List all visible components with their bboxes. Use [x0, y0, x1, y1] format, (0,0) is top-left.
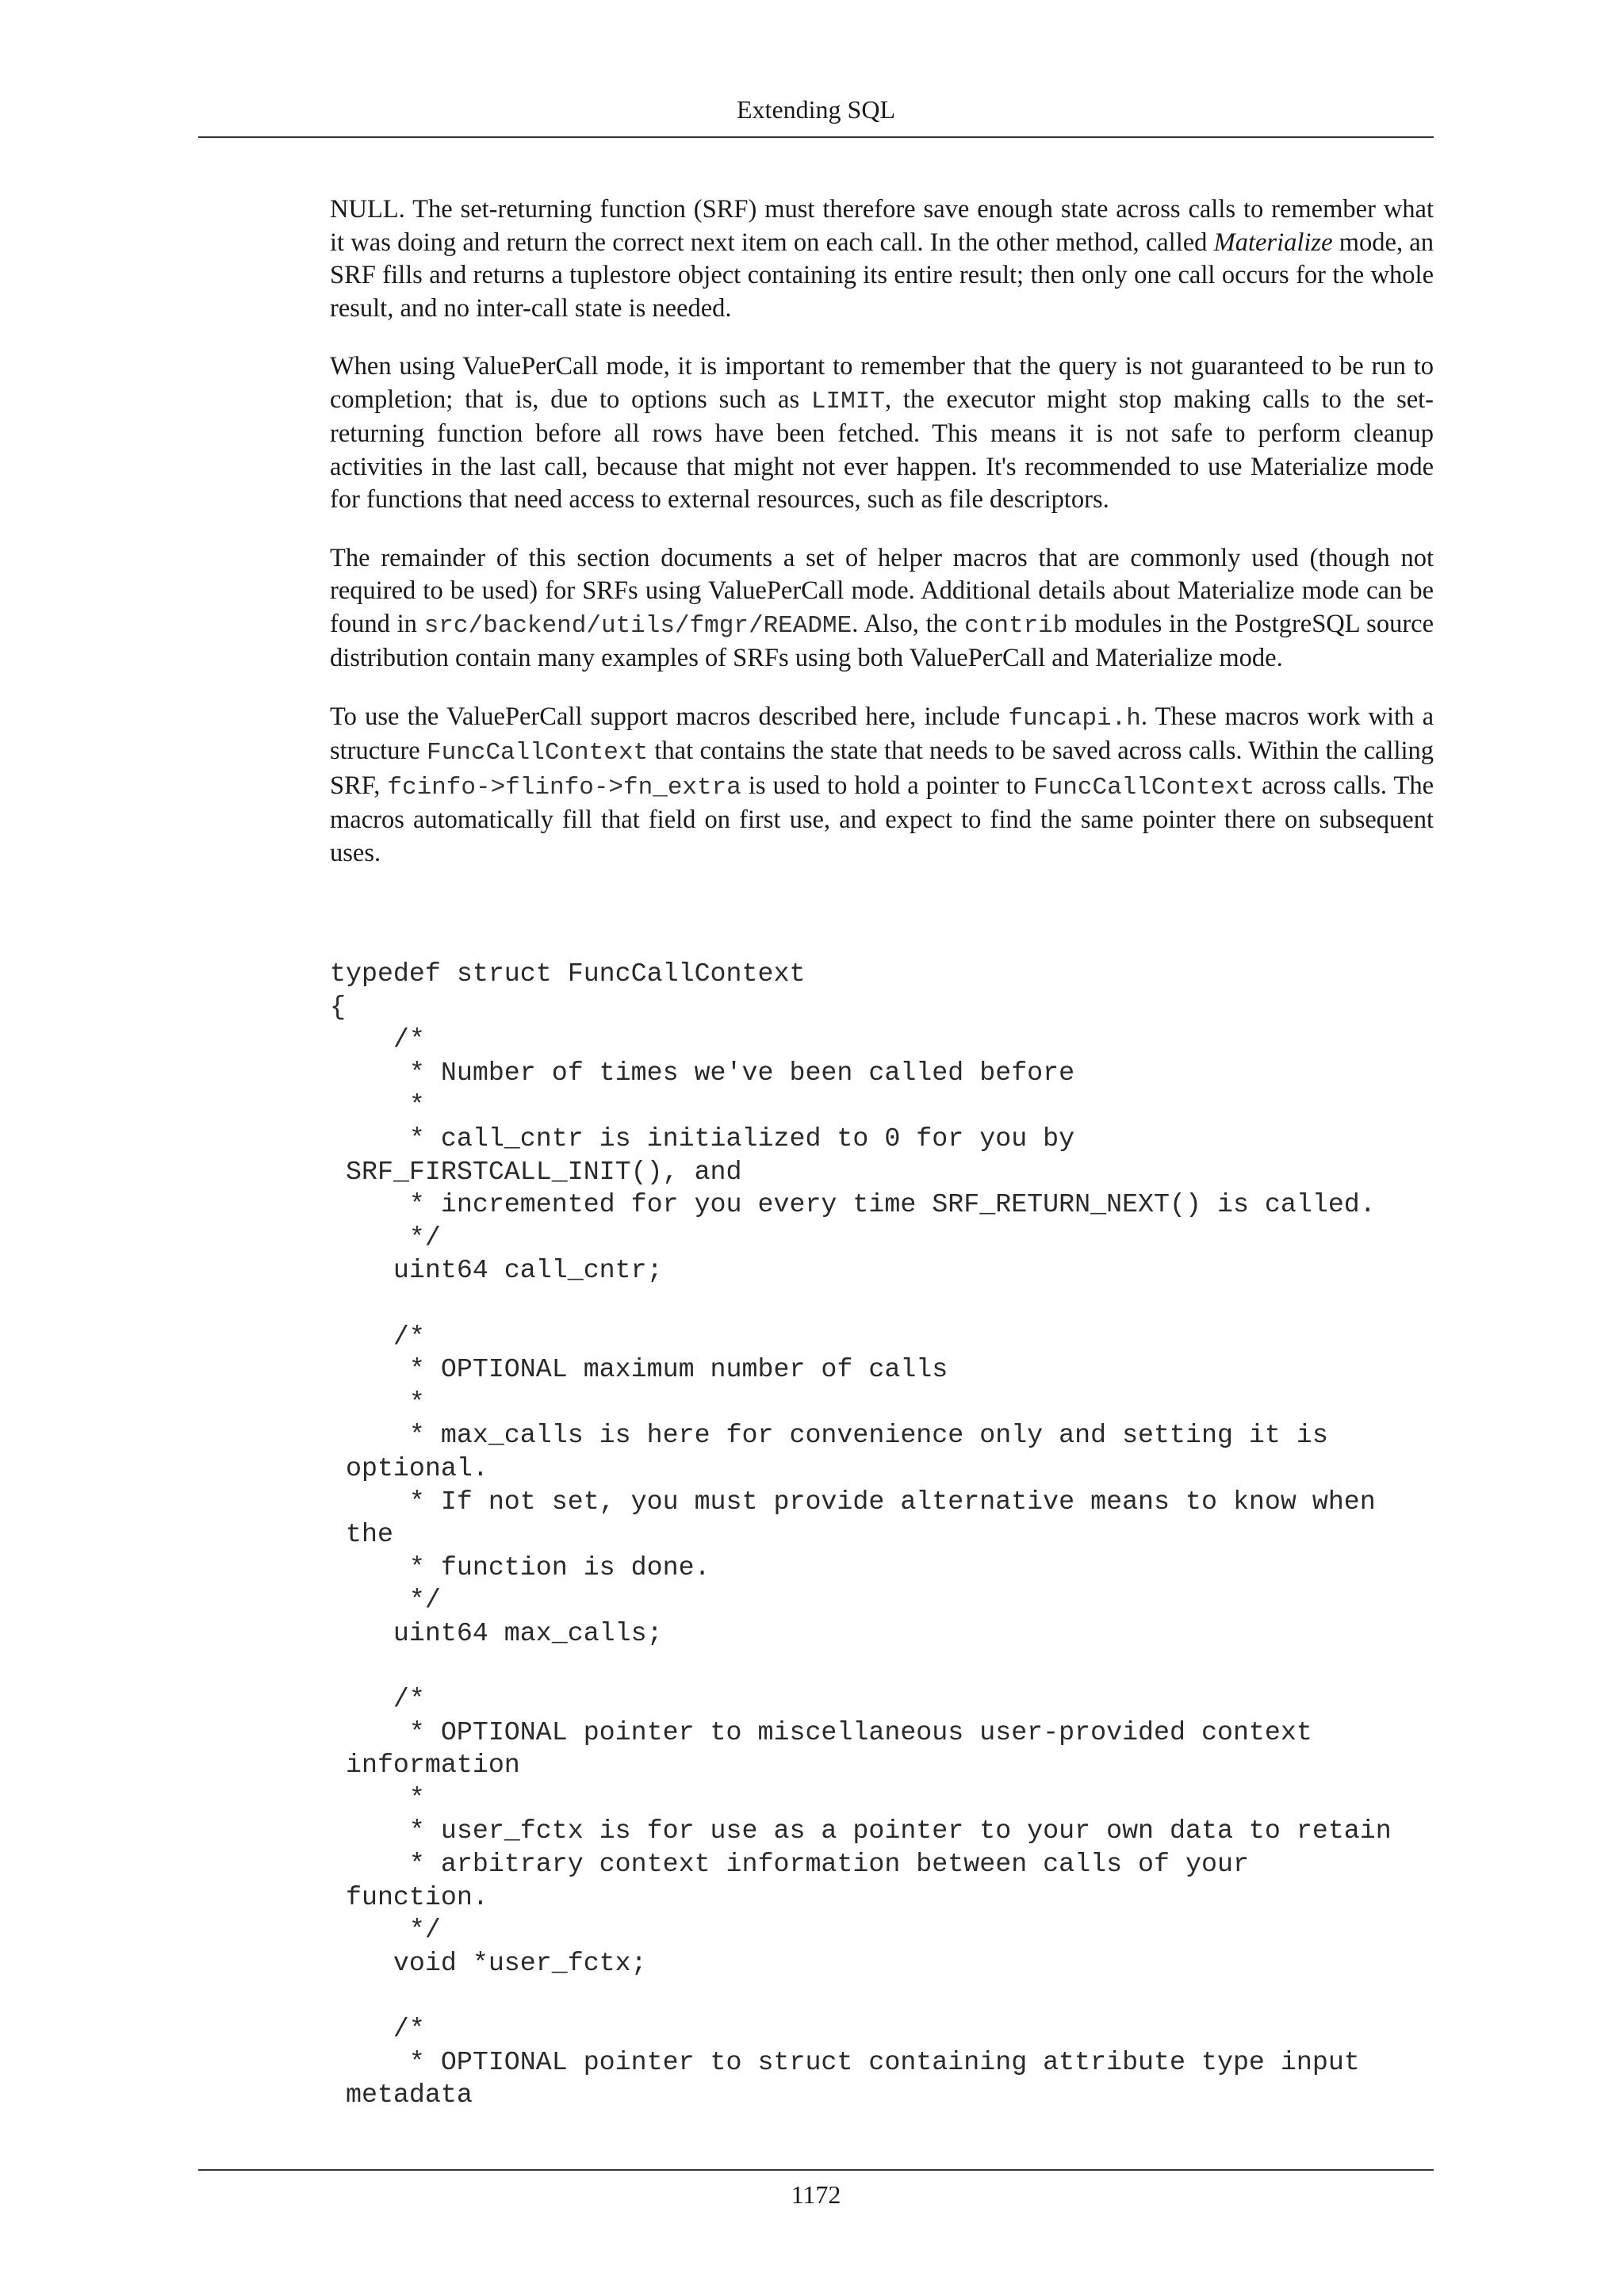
paragraph-text: When using ValuePerCall mode, it is important to remember that the query is not guaranteed to be run to completion; that is, due to options such as	[330, 352, 1434, 414]
code-listing	[330, 958, 1440, 2112]
inline-code: fcinfo->flinfo->fn_extra	[387, 773, 741, 802]
paragraph	[330, 350, 1434, 517]
code-line: * OPTIONAL pointer to miscellaneous user-provided context	[330, 1716, 1312, 1747]
code-line	[330, 1288, 1440, 1321]
paragraph	[330, 542, 1434, 675]
code-line: optional.	[330, 1452, 488, 1483]
header-rule	[198, 136, 1434, 138]
code-line: */	[330, 1915, 441, 1946]
paragraph-text: is used to hold a pointer to	[741, 771, 1034, 800]
code-line: metadata	[330, 2080, 473, 2110]
code-line: /*	[330, 1321, 425, 1352]
code-line: * incremented for you every time SRF_RETURN_NEXT() is called.	[330, 1189, 1376, 1220]
code-line: *	[330, 1387, 425, 1418]
code-line: void *user_fctx;	[330, 1947, 647, 1978]
code-line	[330, 1980, 1440, 2013]
inline-code: LIMIT	[810, 387, 885, 415]
code-line: uint64 call_cntr;	[330, 1255, 663, 1286]
code-line: * OPTIONAL pointer to struct containing attribute type input	[330, 2046, 1360, 2077]
inline-code: FuncCallContext	[1033, 773, 1255, 802]
code-line: *	[330, 1782, 425, 1813]
inline-code: funcapi.h	[1008, 704, 1141, 733]
code-line: /*	[330, 2014, 425, 2044]
emphasis-text: Materialize	[1213, 228, 1333, 257]
paragraph-text: The remainder of this section documents a set of helper macros that are commonly used (though not required to be used) for SRFs using ValuePerCall mode. Additional details about Materialize mode can be found in	[330, 543, 1434, 638]
code-line: *	[330, 1090, 425, 1121]
code-line: * arbitrary context information between calls of your	[330, 1849, 1249, 1880]
code-line: * function is done.	[330, 1552, 710, 1582]
code-line: */	[330, 1585, 441, 1616]
code-line: /*	[330, 1024, 425, 1055]
body-text	[330, 193, 1434, 895]
paragraph-text: modules in the PostgreSQL source distribution contain many examples of SRFs using both ValuePerCall and Materialize mode.	[330, 609, 1434, 672]
paragraph-text: . These macros work with a structure	[330, 702, 1434, 765]
inline-code: contrib	[964, 611, 1068, 640]
paragraph	[330, 701, 1434, 871]
code-line: * max_calls is here for convenience only and setting it is	[330, 1420, 1328, 1451]
paragraph	[330, 193, 1434, 325]
paragraph-text: , the executor might stop making calls to the set-returning function before all rows have been fetched. This means it is not safe to perform cleanup activities in the last call, because that might not ever happen. It's recommended to use Materialize mode for functions that need access to external resources, such as file descriptors.	[330, 385, 1434, 514]
code-line: SRF_FIRSTCALL_INIT(), and	[330, 1156, 742, 1187]
running-header: Extending SQL	[737, 95, 895, 124]
inline-code: src/backend/utils/fmgr/README	[423, 611, 852, 640]
code-line: /*	[330, 1684, 425, 1715]
paragraph-text: mode, an SRF fills and returns a tuplestore object containing its entire result; then only one call occurs for the whole result, and no inter-call state is needed.	[330, 228, 1434, 323]
code-line: * call_cntr is initialized to 0 for you by	[330, 1123, 1075, 1154]
paragraph-text: NULL. The set-returning function (SRF) must therefore save enough state across calls to remember what it was doing and return the correct next item on each call. In the other method, called	[330, 195, 1434, 257]
code-line: * If not set, you must provide alternative means to know when	[330, 1486, 1376, 1517]
code-line: the	[330, 1519, 393, 1550]
footer-rule	[198, 2169, 1434, 2171]
page-number: 1172	[791, 2180, 841, 2209]
inline-code: FuncCallContext	[427, 739, 649, 767]
paragraph-text: To use the ValuePerCall support macros described here, include	[330, 702, 1009, 731]
paragraph-text: across calls. The macros automatically fill that field on first use, and expect to find the same pointer there on subsequent uses.	[330, 771, 1434, 867]
paragraph-text: that contains the state that needs to be saved across calls. Within the calling SRF,	[330, 737, 1434, 800]
paragraph-text: . Also, the	[852, 609, 965, 638]
code-line: uint64 max_calls;	[330, 1617, 663, 1648]
code-line	[330, 1650, 1440, 1683]
code-line: * Number of times we've been called before	[330, 1057, 1075, 1088]
code-line: {	[330, 991, 346, 1022]
code-line: * user_fctx is for use as a pointer to your own data to retain	[330, 1816, 1392, 1846]
code-line: function.	[330, 1881, 488, 1912]
code-line: */	[330, 1222, 441, 1253]
code-line: typedef struct FuncCallContext	[330, 959, 806, 989]
code-line: * OPTIONAL maximum number of calls	[330, 1354, 948, 1385]
code-line: information	[330, 1750, 520, 1781]
